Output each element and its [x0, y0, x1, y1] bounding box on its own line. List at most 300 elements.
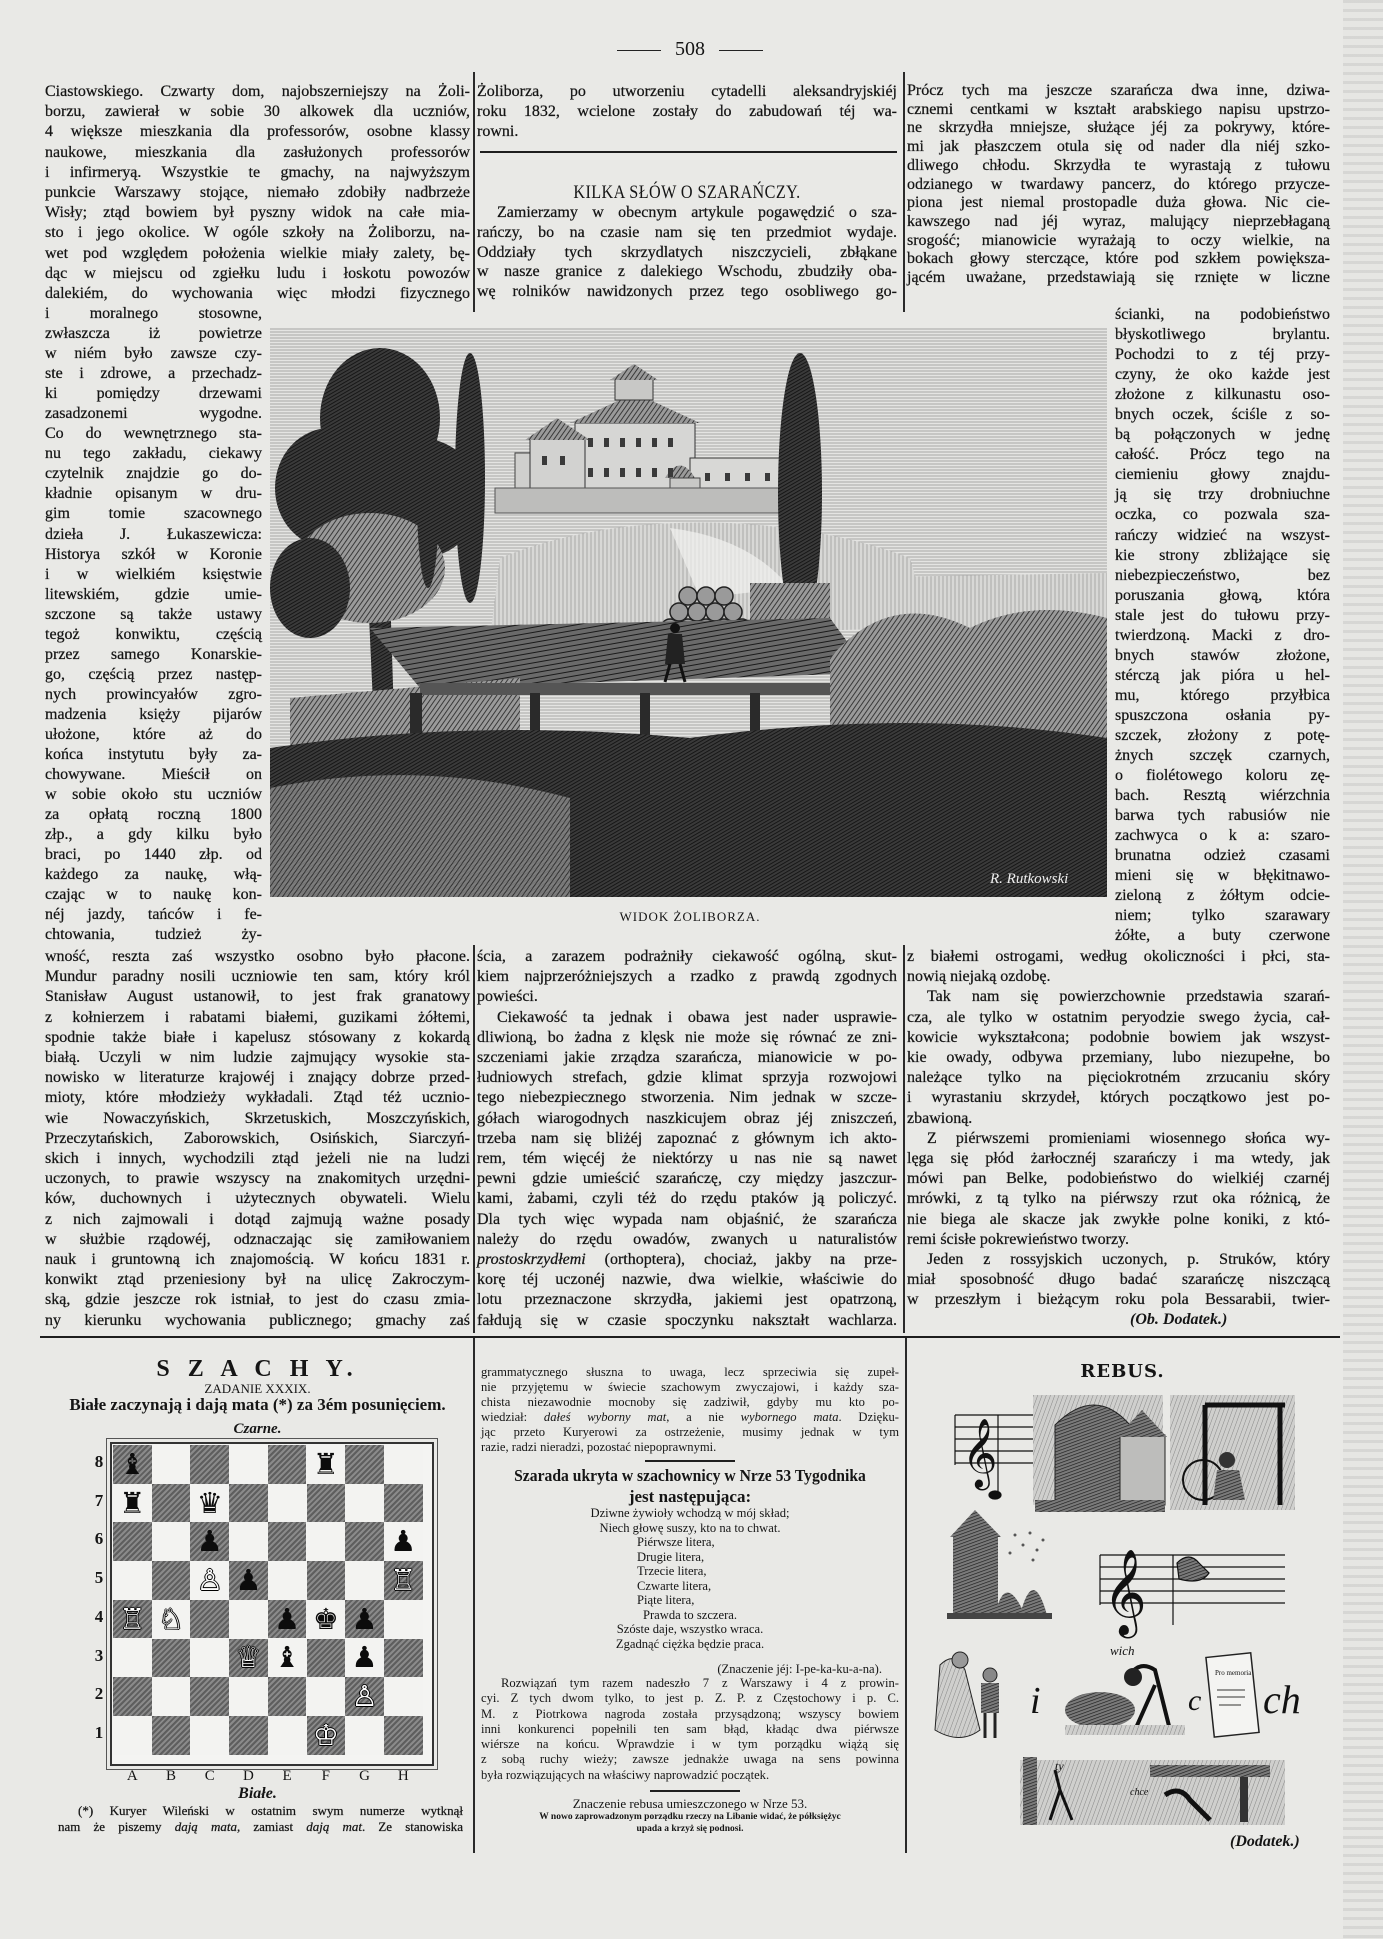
- square-g7: [345, 1484, 384, 1523]
- square-g8: [345, 1445, 384, 1484]
- text-line: całość. Prócz tego na: [1115, 446, 1330, 464]
- text-segment: , zamiast: [236, 1819, 307, 1834]
- black-side-label: Czarne.: [233, 1421, 282, 1437]
- text-line: chowywane. Mieścił on: [45, 766, 262, 784]
- text-line: [58, 1819, 463, 1835]
- dancing-couple-picture: [935, 1652, 999, 1738]
- text-line: mu, którego przyłbica: [1115, 686, 1330, 704]
- text-line: Rozwiązań tym razem nadeszło 7 z Warszawy i 4 z prowin-: [501, 1676, 899, 1690]
- text-line: lęga się płód żarłocznéj szarańczy i ma wtedy, jak: [907, 1150, 1330, 1168]
- file-label: G: [359, 1768, 370, 1784]
- music-staff-icon: [1100, 1549, 1285, 1639]
- file-label: E: [282, 1768, 292, 1784]
- short-rule: [650, 1790, 740, 1792]
- charade-answer: (Znaczenie jéj: I-pe-ka-ku-a-na).: [717, 1662, 882, 1676]
- text-line: jąc przeto Kuryerowi za ostrzeżenie, musimy jednak w tym: [481, 1425, 899, 1439]
- text-line: zachwyca o k a: szaro-: [1115, 827, 1330, 845]
- text-line: wiérsze na końcu. Wprawdzie i w tym porządku wiążą się: [481, 1737, 899, 1752]
- text-line: mioty, które młodzieży wykładali. Ztąd téż ucznio-: [45, 1089, 470, 1107]
- square-a1: [113, 1716, 152, 1755]
- article-separator: [480, 151, 897, 153]
- black-pawn-icon: ♟: [351, 1601, 378, 1636]
- text-line: nu tego zakładu, ciekawy: [45, 445, 262, 463]
- column-1-bottom-text: [45, 947, 470, 1331]
- text-line: i w wielkiém księstwie: [45, 565, 262, 583]
- text-line: nowią niejaką ozdobę.: [907, 968, 1051, 986]
- square-g6: [345, 1522, 384, 1561]
- text-line: barwa tych rabusiów nie: [1115, 807, 1330, 825]
- text-line: w służbie rządowéj, odznaczając się zamiłowaniem: [45, 1230, 470, 1248]
- column-3-narrow-text: [1115, 305, 1330, 947]
- adjacent-page-edge: [1343, 0, 1383, 1939]
- column-2-bottom-text: [477, 947, 897, 1331]
- text-line: pewni gdzie umieścić szarańczę, czy między jaszczur-: [477, 1170, 897, 1188]
- text-line: niebezpieczeństwo, bez: [1115, 566, 1330, 584]
- text-line: z kołnierzem i rabatami białemi, guzikami żółtemi,: [45, 1008, 470, 1026]
- text-line: Historya szkół w Koronie: [45, 545, 262, 563]
- text-line: przez samego Konarskie-: [45, 645, 262, 663]
- column-rule: [903, 945, 905, 1333]
- text-line: dąc w miejscu od zgiełku ludu i łoskotu powozów: [45, 264, 470, 282]
- text-line: czyny, że oko każde jest: [1115, 366, 1330, 384]
- square-c4: [190, 1600, 229, 1639]
- column-rule: [903, 72, 905, 312]
- square-b6: [152, 1522, 191, 1561]
- text-line: stérczą jak pióra u hel-: [1115, 666, 1330, 684]
- square-d2: [229, 1677, 268, 1716]
- square-g2: [345, 1677, 384, 1716]
- black-bishop-icon: ♝: [274, 1640, 301, 1675]
- text-line: Zamierzamy w obecnym artykule pogawędzić o sza-: [497, 204, 897, 221]
- text-line: złp., a gdy kilku było: [45, 826, 262, 844]
- square-g5: [345, 1561, 384, 1600]
- black-pawn-icon: ♟: [196, 1524, 223, 1559]
- text-line: [477, 1250, 897, 1270]
- text-line: szczeniami jakie zrządza szarańcza, mianowicie w po-: [477, 1049, 897, 1067]
- text-line: należy do rzędu owadów, zwanych u naturalistów: [477, 1230, 897, 1248]
- continued-note: (Ob. Dodatek.): [1130, 1311, 1228, 1328]
- square-f7: [307, 1484, 346, 1523]
- square-d3: [229, 1639, 268, 1678]
- rebus-letter-c: c: [1188, 1684, 1202, 1717]
- text-line: zwłaszcza iż powietrze: [45, 325, 262, 343]
- text-line: kami, żabami, czyli téż do rzędu ptaków ją policzyć.: [477, 1190, 897, 1208]
- text-line: zasadzonemi wygodne.: [45, 405, 262, 423]
- rank-label: 7: [94, 1490, 104, 1510]
- text-line: Mundur paradny nosili uczniowie ten sam, który król: [45, 968, 470, 986]
- square-a4: [113, 1600, 152, 1639]
- text-line: M. z Piotrkowa nagroda została przysądzoną; wszyscy bowiem: [481, 1706, 899, 1721]
- text-line: spuszczona osłania py-: [1115, 706, 1330, 724]
- text-line: Z piérwszemi promieniami wiosennego słońca wy-: [927, 1129, 1330, 1147]
- text-line: rem, tém więcéj że niektórzy u nas nie są nawet: [477, 1150, 897, 1168]
- illustration-widok-zoliborza: [270, 328, 1107, 897]
- rebus-word-ty: ty: [1055, 1759, 1064, 1773]
- arched-gate-picture: [1033, 1395, 1167, 1512]
- square-b2: [152, 1677, 191, 1716]
- poem-line: Czwarte litera,: [637, 1578, 712, 1593]
- square-h7: [384, 1484, 423, 1523]
- file-label: B: [166, 1768, 177, 1784]
- text-line: ską, gdzie jeszcze rok istniał, to jest do czasu zmia-: [45, 1291, 470, 1309]
- text-line: cyi. Z tych dwom tylko, to jest p. Z. P. z Częstochowy i p. C.: [481, 1691, 899, 1706]
- text-line: zieloną z żółtym odcie-: [1115, 887, 1330, 905]
- chess-task: Białe zaczynają i dają mata (*) za 3ém posunięciem.: [69, 1395, 446, 1414]
- square-f3: [307, 1639, 346, 1678]
- italic-text: dają mat: [306, 1819, 362, 1834]
- text-line: nie przyjętemu w świecie szachowym zwyczajowi, i każdy sza-: [481, 1380, 899, 1394]
- column-3-bottom-text: [907, 947, 1330, 1311]
- text-line: z białemi ostrogami, według okoliczności i płci, sta-: [907, 948, 1330, 965]
- square-a2: [113, 1677, 152, 1716]
- text-line: powieści.: [477, 988, 538, 1006]
- rebus-meaning-text: [478, 1811, 902, 1835]
- text-segment: , a nie: [666, 1410, 741, 1424]
- text-line: z nich zajmowali i dotąd zajmują ważne posady: [45, 1210, 470, 1228]
- white-king-icon: ♔: [312, 1717, 339, 1752]
- text-line: wie Nowaczyńskich, Skrzetuskich, Moszczyńskich,: [45, 1109, 470, 1127]
- square-e6: [268, 1522, 307, 1561]
- section-separator: [40, 1336, 1340, 1338]
- text-line: kładnie opisanym w dru-: [45, 485, 262, 503]
- black-pawn-icon: ♟: [390, 1524, 417, 1559]
- square-c5: [190, 1561, 229, 1600]
- square-e1: [268, 1716, 307, 1755]
- svg-text:𝄞: 𝄞: [962, 1418, 998, 1488]
- charade-title-continued: jest następująca:: [628, 1487, 752, 1506]
- text-line: Ciekawość ta jednak i obawa jest nader usprawie-: [497, 1008, 897, 1026]
- illustration-caption: WIDOK ŻOLIBORZA.: [619, 909, 761, 924]
- text-line: bach. Resztą wiérzchnia: [1115, 787, 1330, 805]
- square-a8: [113, 1445, 152, 1484]
- text-line: czając w to naukę kon-: [45, 886, 262, 904]
- square-c6: [190, 1522, 229, 1561]
- rank-label: 3: [94, 1645, 104, 1665]
- text-line: bnych stawów złożone,: [1115, 646, 1330, 664]
- column-3-top-text: [907, 82, 1330, 288]
- text-line: go, częścią przez następ-: [45, 665, 262, 683]
- text-line: poruszania głową, która: [1115, 586, 1330, 604]
- square-e3: [268, 1639, 307, 1678]
- square-c3: [190, 1639, 229, 1678]
- text-line: ułożone, które aż do: [45, 725, 262, 743]
- square-b8: [152, 1445, 191, 1484]
- text-line: Tak nam się powierzchownie przedstawia szarań-: [927, 988, 1330, 1006]
- square-c8: [190, 1445, 229, 1484]
- square-a3: [113, 1639, 152, 1678]
- file-label: C: [204, 1768, 215, 1784]
- text-line: o fiolétowego koloru zę-: [1115, 767, 1330, 785]
- text-line: jącém uważane, przedstawiają się rznięte w liczne: [907, 269, 1330, 287]
- text-line: konwikt ztąd przeniesiony był na ulicę Zakroczym-: [45, 1271, 470, 1289]
- text-line: roku 1832, wcielone zostały do zabudowań téj wa-: [477, 103, 897, 121]
- text-line: w nasze granice z dalekiego Wschodu, zbudziły oba-: [477, 263, 897, 281]
- text-line: niem; tylko szarawary: [1115, 907, 1330, 925]
- black-pawn-icon: ♟: [351, 1640, 378, 1675]
- italic-text: dałeś wyborny mat: [543, 1410, 667, 1424]
- square-h3: [384, 1639, 423, 1678]
- text-segment: . Ze stanowiska: [361, 1819, 463, 1834]
- black-pawn-icon: ♟: [235, 1562, 262, 1597]
- text-line: korę téj uczonéj nazwie, dwa wielkie, właściwie do: [477, 1271, 897, 1289]
- poem-line: Piérwsze litera,: [637, 1535, 715, 1549]
- square-d7: [229, 1484, 268, 1523]
- square-f1: [307, 1716, 346, 1755]
- text-line: mrówki, z tą tylko na piérwszy rzut oka różnicą, że: [907, 1190, 1330, 1208]
- poem-line: Szóste daje, wszystko wraca.: [616, 1622, 764, 1636]
- column-1-top-text: [45, 82, 470, 304]
- text-line: należące tylko na pięciokrotném zrzucaniu skóry: [907, 1069, 1330, 1087]
- column-2-top-text: [477, 82, 897, 143]
- white-rook-icon: ♖: [390, 1562, 417, 1597]
- black-queen-icon: ♛: [196, 1485, 223, 1520]
- text-line: [481, 1410, 899, 1425]
- rank-label: 8: [94, 1452, 104, 1471]
- square-a6: [113, 1522, 152, 1561]
- text-line: nauk i gruntowną ich znajomością. W końcu 1831 r.: [45, 1251, 470, 1269]
- text-line: i wyrastaniu skrzydeł, których początkowo jest po-: [907, 1089, 1330, 1107]
- text-line: braci, po 1440 złp. od: [45, 846, 262, 864]
- text-line: nowisko w literaturze krajowéj i znający dobrze przed-: [45, 1069, 470, 1087]
- square-h2: [384, 1677, 423, 1716]
- poem-line: Piąte litera,: [637, 1593, 695, 1607]
- white-side-label: Białe.: [238, 1785, 277, 1802]
- square-c2: [190, 1677, 229, 1716]
- text-line: sto i jego okolice. W ogóle szkoły na Żoliborzu, na-: [45, 224, 470, 242]
- poplar-tree: [455, 353, 485, 603]
- text-line: wę rolników nawidzonych przez tego osobliwego go-: [477, 283, 897, 301]
- article-title: KILKA SŁÓW O SZARAŃCZY.: [573, 182, 801, 203]
- text-line: zbawioną.: [907, 1109, 973, 1127]
- text-line: nych prowincyałów zgro-: [45, 685, 262, 703]
- text-segment: (orthoptera), chociaż, jakby na prze-: [585, 1251, 897, 1269]
- page-number-dash-right: [719, 50, 763, 52]
- text-line: wność, reszta zaś wszystko osobno było płacone.: [45, 948, 470, 965]
- square-e4: [268, 1600, 307, 1639]
- text-line: bą połączonych w jednę: [1115, 426, 1330, 444]
- text-line: z sobą ruchy wieży; zawsze jednakże uwaga na sens powinna: [481, 1752, 899, 1767]
- black-king-icon: ♚: [312, 1601, 339, 1636]
- text-line: ny kierunku wychowania publicznego; gmachy zaś: [45, 1311, 470, 1329]
- italic-text: wybornego mata: [740, 1410, 839, 1424]
- text-line: nie biega ale skacze jak zwykłe polne koniki, z któ-: [907, 1210, 1330, 1228]
- white-pawn-icon: ♙: [351, 1679, 378, 1714]
- music-staff-icon: [955, 1415, 1035, 1499]
- text-line: kowicie wykształcona; podobnie bowiem jak wszyst-: [907, 1028, 1330, 1046]
- square-d8: [229, 1445, 268, 1484]
- rebus-meaning-line: W nowo zaprowadzonym porządku rzeczy na Libanie widać, że półksiężyc: [539, 1812, 841, 1822]
- text-line: Prócz tych ma jeszcze szarańcza dwa inne, dziwa-: [907, 82, 1330, 99]
- text-line: ki pomiędzy drzewami: [45, 385, 262, 403]
- devil-and-pig-picture: [1065, 1643, 1185, 1735]
- text-line: Pochodzi to z téj przy-: [1115, 346, 1330, 364]
- text-line: żnych szczęk czarnych,: [1115, 747, 1330, 765]
- page-number-dash-left: [617, 50, 661, 52]
- text-line: żółte, a buty czerwone: [1115, 927, 1330, 945]
- square-b7: [152, 1484, 191, 1523]
- column-rule: [473, 1338, 475, 1853]
- charade-poem: [481, 1506, 899, 1651]
- square-b5: [152, 1561, 191, 1600]
- beehives-picture: [947, 1510, 1052, 1619]
- poem-line: Niech głowę suszy, kto na to chwat.: [599, 1520, 781, 1535]
- text-line: w niém było zawsze czy-: [45, 345, 262, 363]
- text-line: była rozwiązujących na właściwy naprowadzić początek.: [481, 1767, 770, 1782]
- square-f5: [307, 1561, 346, 1600]
- rebus-letters-ch: ch: [1263, 1677, 1301, 1722]
- text-line: twierdzoną. Macki z dro-: [1115, 626, 1330, 644]
- text-line: tego niebezpiecznego stworzenia. Nim jednak w szcze-: [477, 1089, 897, 1107]
- black-bishop-icon: ♝: [119, 1446, 146, 1481]
- text-line: lotu przeznaczone skrzydła, jakiemi jest opatrzoną,: [477, 1291, 897, 1309]
- square-f2: [307, 1677, 346, 1716]
- square-f4: [307, 1600, 346, 1639]
- text-line: grammatycznego słuszna to uwaga, lecz sprzeciwia się zupeł-: [481, 1365, 899, 1379]
- text-line: madzenia księży pijarów: [45, 705, 262, 723]
- text-line: za opłatą roczną 1800: [45, 806, 262, 824]
- text-line: brunatna odzież czasami: [1115, 847, 1330, 865]
- rank-label: 6: [94, 1529, 104, 1549]
- rebus-letter-i: i: [1030, 1680, 1041, 1722]
- text-line: srogość; mianowicie wyrażają to oczy wielkie, na: [907, 231, 1330, 249]
- text-line: borzu, zawierał w sobie 30 alkowek dla uczniów,: [45, 103, 470, 121]
- text-line: Ciastowskiego. Czwarty dom, najobszerniejszy na Żoli-: [45, 83, 470, 100]
- text-line: czytelnik znajdzie go do-: [45, 465, 262, 483]
- text-line: litewskiém, gdzie umie-: [45, 585, 262, 603]
- square-b1: [152, 1716, 191, 1755]
- text-line: uczonych, to prawie wszyscy na znakomitych urzędni-: [45, 1170, 470, 1188]
- text-line: bnych oczek, ściśle z so-: [1115, 406, 1330, 424]
- text-line: inni konkurenci popełnili ten sam błąd, kładąc dwa piérwsze: [481, 1721, 899, 1736]
- black-rook-icon: ♜: [119, 1485, 146, 1520]
- square-a7: [113, 1484, 152, 1523]
- rebus-meaning-line: upada a krzyż się podnosi.: [636, 1824, 744, 1834]
- white-rook-icon: ♖: [119, 1601, 146, 1636]
- text-line: razie, radzi nieradzi, pozostać niepoprawnymi.: [481, 1440, 717, 1454]
- text-line: ścia, a zarazem podrażniły ciekawość ogólną, skut-: [477, 948, 897, 965]
- text-segment: . Dzięku-: [838, 1410, 899, 1424]
- text-line: Dla tych więc wypada nam objaśnić, że szarańcza: [477, 1210, 897, 1228]
- rebus-meaning-title: Znaczenie rebusa umieszczonego w Nrze 53.: [572, 1796, 808, 1811]
- text-line: spodnie także białe i kapelusz stósowany z kokardą: [45, 1028, 470, 1046]
- text-line: łudniowych strefach, gdzie klimat sprzyja rozwojowi: [477, 1069, 897, 1087]
- text-line: chtowania, tudzież ży-: [45, 926, 262, 944]
- text-line: Oddziały tych skrzydlatych niszczycieli, zbłąkane: [477, 243, 897, 261]
- chess-problem-number: ZADANIE XXXIX.: [204, 1381, 311, 1396]
- gate-and-crawling-man-picture: [1020, 1757, 1285, 1825]
- text-line: remi ścisłe pokrewieństwo tworzy.: [907, 1230, 1130, 1248]
- file-label: F: [321, 1768, 331, 1784]
- black-pawn-icon: ♟: [274, 1601, 301, 1636]
- charade-solutions-text: [481, 1676, 899, 1783]
- white-knight-icon: ♘: [158, 1601, 185, 1636]
- poem-line: Trzecie litera,: [637, 1564, 707, 1578]
- text-line: końca instytutu były za-: [45, 746, 262, 764]
- text-line: gim tomie szacownego: [45, 505, 262, 523]
- rebus-word-wich: wich: [1110, 1643, 1135, 1658]
- text-line: naukowe, mieszkania dla zasłużonych professorów: [45, 143, 470, 161]
- text-line: piona jest niemal prostopadle duża głowa. Nic cie-: [907, 194, 1330, 212]
- text-line: ją się trzy drobniuchne: [1115, 486, 1330, 504]
- text-line: Co do wewnętrznego sta-: [45, 425, 262, 443]
- text-line: rańczy, bo na czasie nam się ten przedmiot wydaje.: [477, 223, 897, 241]
- text-line: ścianki, na podobieństwo: [1115, 306, 1330, 323]
- text-line: stale jest do tułowu przy-: [1115, 606, 1330, 624]
- poem-line: Dziwne żywioły wchodzą w mój skład;: [590, 1506, 790, 1520]
- square-e2: [268, 1677, 307, 1716]
- poem-line: Zgadnąć ciężka będzie praca.: [615, 1636, 765, 1651]
- text-line: rowni.: [477, 123, 519, 141]
- square-g1: [345, 1716, 384, 1755]
- text-line: néj jazdy, tańców i fe-: [45, 906, 262, 924]
- text-line: białą. Uczyli w nim ludzie zajmujący wysokie sta-: [45, 1049, 470, 1067]
- text-line: dzieła J. Łukaszewicza:: [45, 525, 262, 543]
- text-line: Przeczytańskich, Zaborowskich, Osińskich, Siarczyń-: [45, 1129, 470, 1147]
- text-line: miał sposobność długo badać szarańczę niszczącą: [907, 1271, 1330, 1289]
- weaver-picture: [1170, 1395, 1295, 1510]
- text-line: ciemieniu głowy znajdu-: [1115, 466, 1330, 484]
- text-line: rańczy widzieć na wszyst-: [1115, 526, 1330, 544]
- text-line: cznemi centkami w kształt arabskiego napisu upstrzo-: [907, 100, 1330, 118]
- square-h4: [384, 1600, 423, 1639]
- text-line: w przeszłym i bieżącym roku pola Bessarabii, twier-: [907, 1291, 1330, 1309]
- pro-memoria-sign-picture: [1206, 1653, 1259, 1737]
- square-f6: [307, 1522, 346, 1561]
- square-c1: [190, 1716, 229, 1755]
- chess-section-title: S Z A C H Y.: [156, 1356, 359, 1382]
- square-d5: [229, 1561, 268, 1600]
- square-d4: [229, 1600, 268, 1639]
- charade-title: Szarada ukryta w szachownicy w Nrze 53 Tygodnika: [514, 1466, 866, 1485]
- text-line: ste i zdrowe, a przechadz-: [45, 365, 262, 383]
- text-line: i infirmeryą. Wszystkie te gmachy, na najwyższym: [45, 163, 470, 181]
- white-pawn-icon: ♙: [196, 1562, 223, 1597]
- rank-label: 1: [94, 1722, 104, 1742]
- rank-label: 5: [94, 1568, 104, 1588]
- square-c7: [190, 1484, 229, 1523]
- white-queen-icon: ♕: [235, 1640, 262, 1675]
- foreground-slope: [270, 775, 570, 897]
- square-a5: [113, 1561, 152, 1600]
- square-h6: [384, 1522, 423, 1561]
- poem-line: Prawda to szczera.: [642, 1607, 738, 1622]
- rebus-word-chce: chce: [1130, 1787, 1149, 1798]
- text-line: [58, 1803, 463, 1819]
- square-f8: [307, 1445, 346, 1484]
- text-line: fałdują się w czasie spoczynku nakształt wachlarza.: [477, 1311, 897, 1329]
- text-segment: (*) Kuryer Wileński w ostatnim swym numerze wytknął: [78, 1803, 463, 1818]
- text-line: punkcie Warszawy stojące, niemało zdobiły nadbrzeże: [45, 184, 470, 202]
- text-line: bokach głowy sterczące, które pod szkłem powiększa-: [907, 250, 1330, 268]
- text-line: Stanisław August ustanowił, to jest frak granatowy: [45, 988, 470, 1006]
- text-segment: wiedział:: [481, 1410, 544, 1424]
- square-h8: [384, 1445, 423, 1484]
- square-g3: [345, 1639, 384, 1678]
- artist-signature: R. Rutkowski: [990, 871, 1069, 887]
- text-line: błyskotliwego brylantu.: [1115, 326, 1330, 344]
- square-e7: [268, 1484, 307, 1523]
- rank-label: 2: [94, 1684, 104, 1704]
- text-line: i moralnego stosowne,: [45, 305, 262, 322]
- rank-label: 4: [94, 1606, 104, 1626]
- text-line: wet pod względem położenia wielkie miały zalety, bę-: [45, 244, 470, 262]
- square-d1: [229, 1716, 268, 1755]
- rebus-title: REBUS.: [1080, 1361, 1165, 1382]
- italic-text: prostoskrzydłemi: [477, 1251, 586, 1269]
- text-line: złożone z kilkunastu oso-: [1115, 386, 1330, 404]
- text-line: ne skrzydła mniejsze, służące jéj za pokrywy, które-: [907, 119, 1330, 137]
- square-e5: [268, 1561, 307, 1600]
